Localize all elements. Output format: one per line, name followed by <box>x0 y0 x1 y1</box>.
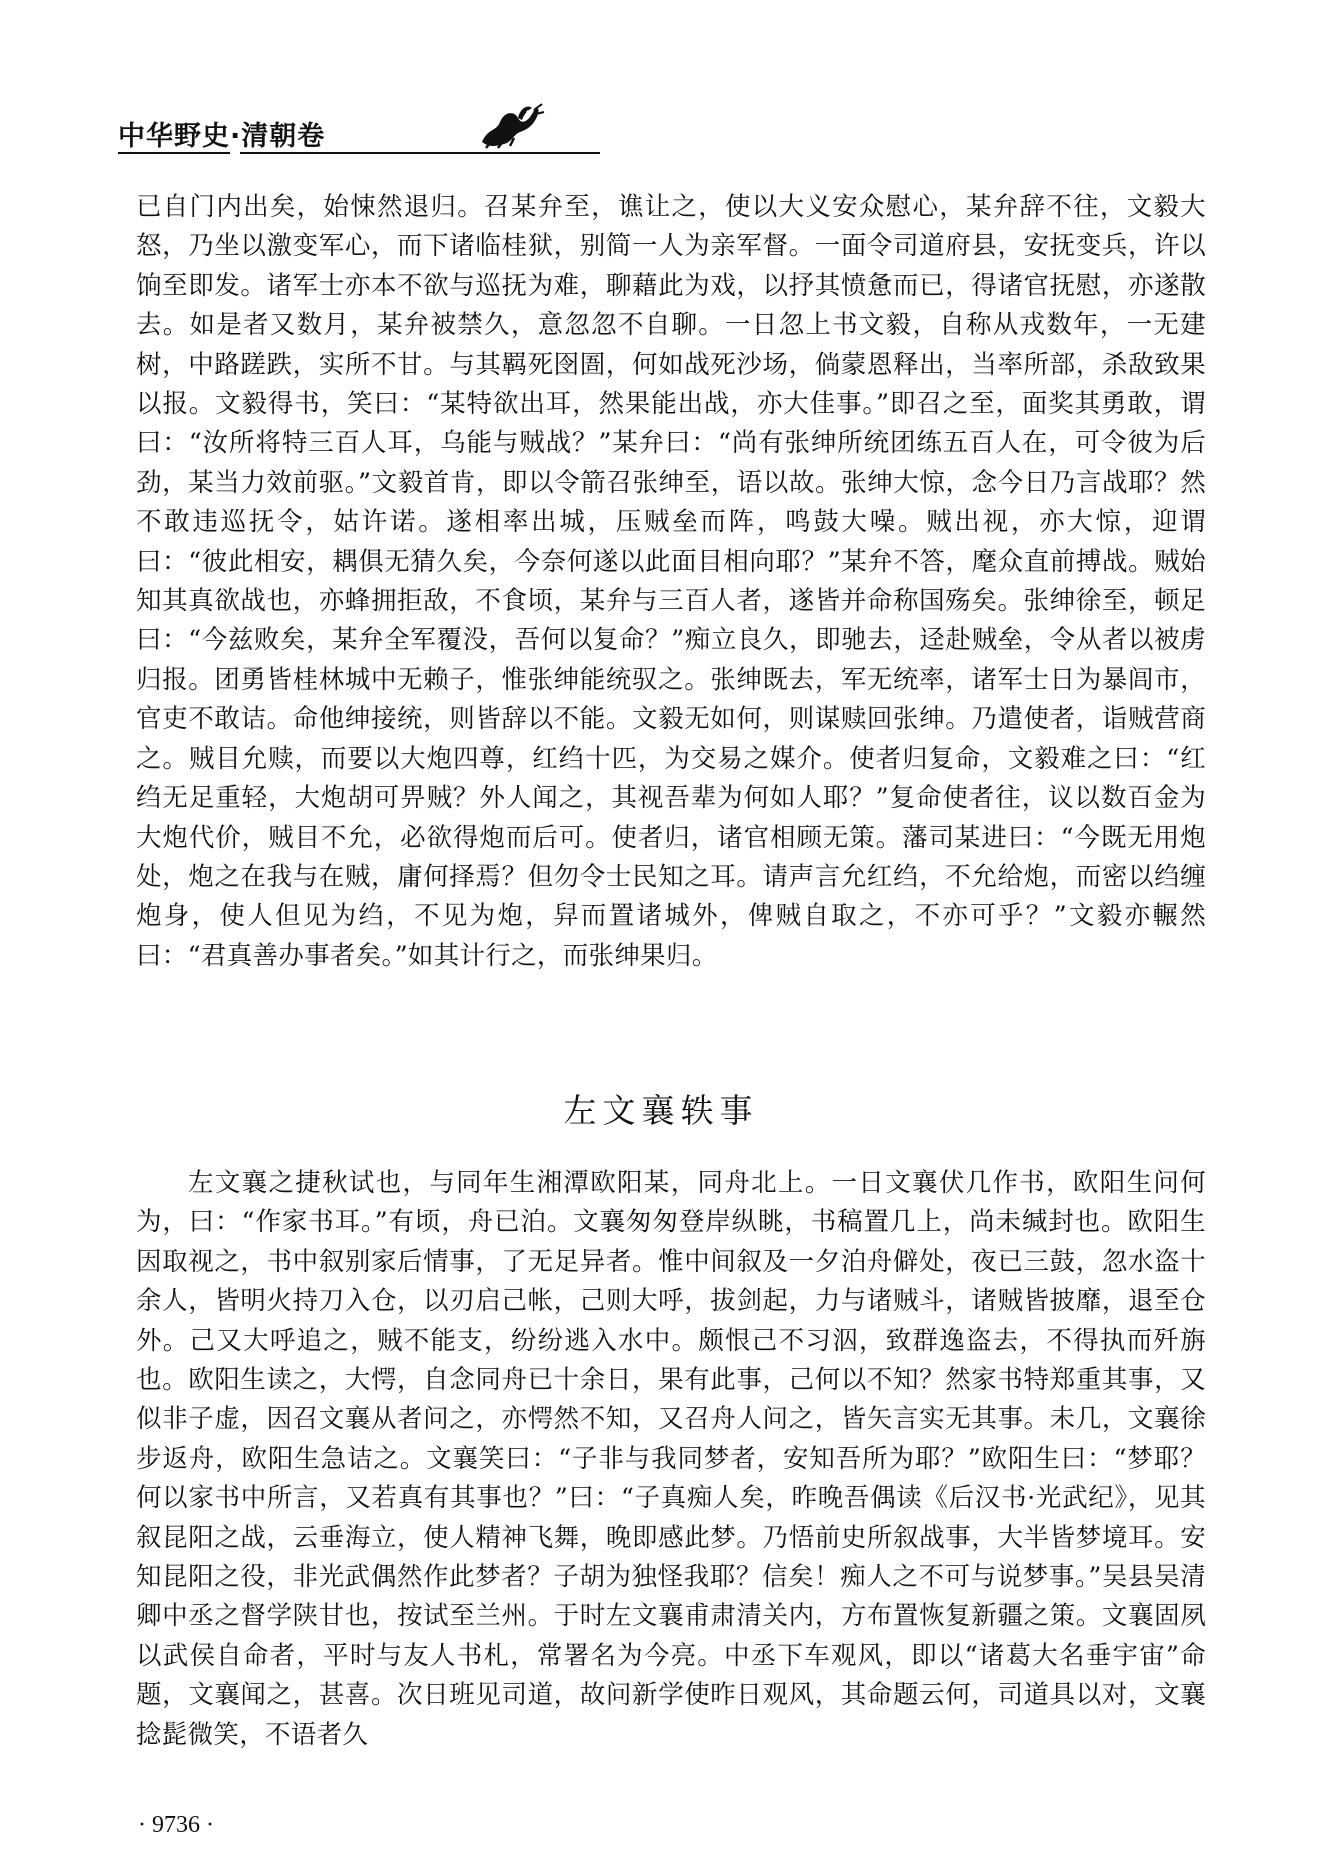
paragraph: 已自门内出矣，始悚然退归。召某弁至，谯让之，使以大义安众慰心，某弁辞不往，文毅大怒，乃坐以激变军心，而下诸临桂狱，别简一人为亲军督。一面令司道府县，安抚变兵，许以饷至即发。诸军士亦本不欲与巡抚为难，聊藉此为戏，以抒其愤惫而已，得诸官抚慰，亦遂散去。如是者又数月，某弁被禁久，意忽忽不自聊。一日忽上书文毅，自称从戎数年，一无建树，中路蹉跌，实所不甘。与其羁死囹圄，何如战死沙场，倘蒙恩释出，当率所部，杀敌致果以报。文毅得书，笑曰：“某特欲出耳，然果能出战，亦大佳事。”即召之至，面奖其勇敢，谓曰：“汝所将特三百人耳，乌能与贼战？”某弁曰：“尚有张绅所统团练五百人在，可令彼为后劲，某当力效前驱。”文毅首肯，即以令箭召张绅至，语以故。张绅大惊，念今日乃言战耶？然不敢违巡抚令，姑许诺。遂相率出城，压贼垒而阵，鸣鼓大噪。贼出视，亦大惊，迎谓曰：“彼此相安，耦俱无猜久矣，今奈何遂以此面目相向耶？”某弁不答，麾众直前搏战。贼始知其真欲战也，亦蜂拥拒敌，不食顷，某弁与三百人者，遂皆并命称国殇矣。张绅徐至，顿足曰：“今兹败矣，某弁全军覆没，吾何以复命？”痴立良久，即驰去，迳赴贼垒，令从者以被虏归报。团勇皆桂林城中无赖子，惟张绅能统驭之。张绅既去，军无统率，诸军士日为暴闾市，官吏不敢诘。命他绅接统，则皆辞以不能。文毅无如何，则谋赎回张绅。乃遣使者，诣贼营商之。贼目允赎，而要以大炮四尊，红绉十匹，为交易之媒介。使者归复命，文毅难之曰：“红绉无足重轻，大炮胡可畀贼？外人闻之，其视吾辈为何如人耶？”复命使者往，议以数百金为大炮代价，贼目不允，必欲得炮而后可。使者归，诸官相顾无策。藩司某进曰：“今既无用炮处，炮之在我与在贼，庸何择焉？但勿令士民知之耳。请声言允红绉，不允给炮，而密以绉缠炮身，使人但见为绉，不见为炮，舁而置诸城外，俾贼自取之，不亦可乎？”文毅亦輾然曰：“君真善办事者矣。”如其计行之，而张绅果归。 <box>136 192 1206 971</box>
header-rule-long <box>240 152 600 154</box>
page-number: · 9736 · <box>138 1812 214 1838</box>
continued-paragraph <box>136 188 1206 976</box>
book-title: 中华野史·清朝卷 <box>118 121 326 152</box>
running-header <box>118 92 1218 162</box>
section-title: 左文襄轶事 <box>563 1091 759 1130</box>
section-body <box>136 1164 1206 1755</box>
header-rule-short <box>118 152 230 154</box>
paragraph: 左文襄之捷秋试也，与同年生湘潭欧阳某，同舟北上。一日文襄伏几作书，欧阳生问何为，曰：“作家书耳。”有顷，舟已泊。文襄匆匆登岸纵眺，书稿置几上，尚未缄封也。欧阳生因取视之，书中叙别家后情事，了无足异者。惟中间叙及一夕泊舟僻处，夜已三鼓，忽水盗十余人，皆明火持刀入仓，以刃启己帐，己则大呼，拔剑起，力与诸贼斗，诸贼皆披靡，退至仓外。己又大呼追之，贼不能支，纷纷逃入水中。颇恨己不习泅，致群逸盗去，不得执而歼旃也。欧阳生读之，大愕，自念同舟已十余日，果有此事，己何以不知？然家书特郑重其事，又似非子虚，因召文襄从者问之，亦愕然不知，又召舟人问之，皆矢言实无其事。未几，文襄徐步返舟，欧阳生急诘之。文襄笑曰：“子非与我同梦者，安知吾所为耶？”欧阳生曰：“梦耶？何以家书中所言，又若真有其事也？”曰：“子真痴人矣，昨晚吾偶读《后汉书·光武纪》，见其叙昆阳之战，云垂海立，使人精神飞舞，晚即感此梦。乃悟前史所叙战事，大半皆梦境耳。安知昆阳之役，非光武偶然作此梦者？子胡为独怪我耶？信矣！痴人之不可与说梦事。”吴县吴清卿中丞之督学陕甘也，按试至兰州。于时左文襄甫肃清关内，方布置恢复新疆之策。文襄固夙以武侯自命者，平时与友人书札，常署名为今亮。中丞下车观风，即以“诸葛大名垂宇宙”命题，文襄闻之，甚喜。次日班见司道，故问新学使昨日观风，其命题云何，司道具以对，文襄捻髭微笑，不语者久 <box>136 1168 1206 1750</box>
dragon-emblem-icon <box>474 98 548 154</box>
